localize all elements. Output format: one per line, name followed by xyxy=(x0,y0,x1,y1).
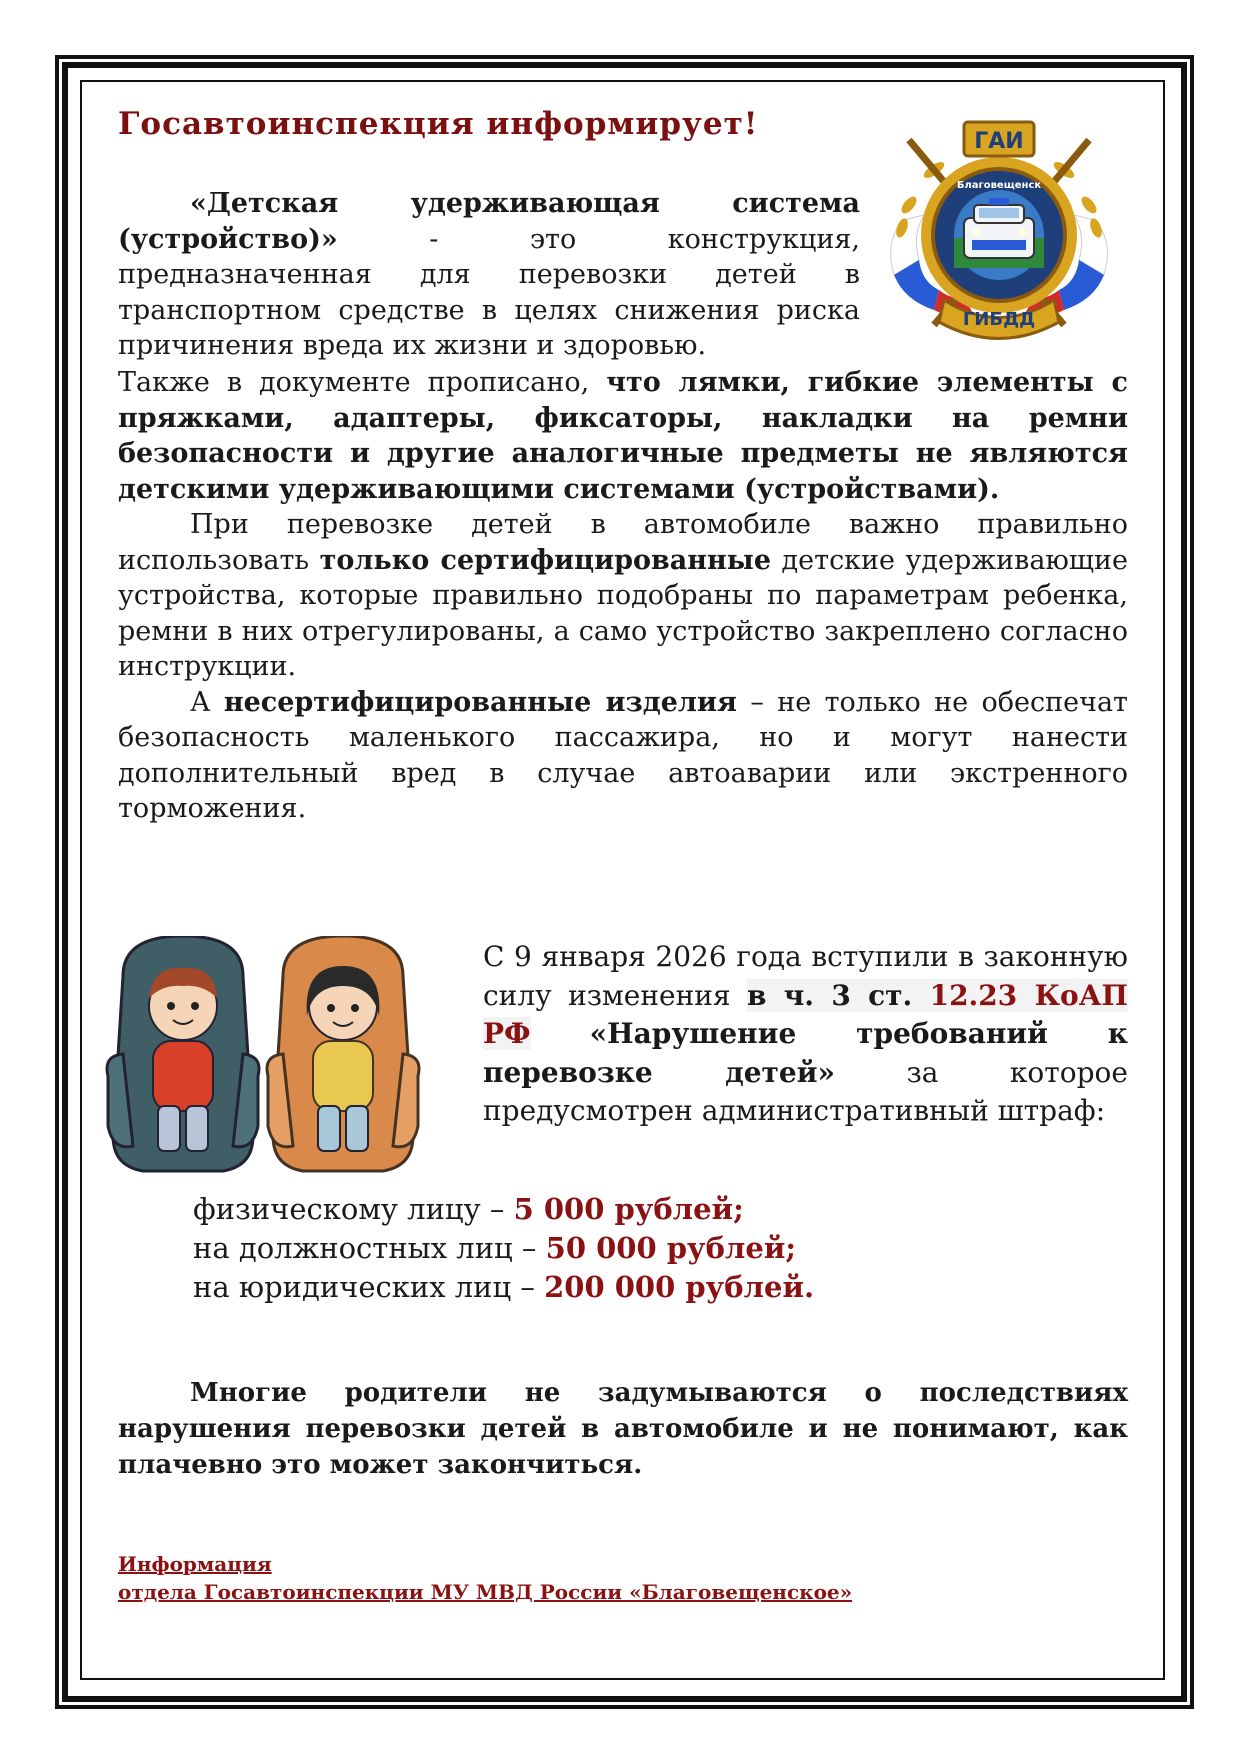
certified-rest: детские удерживающие устройства, которые правильно подобраны по параметрам ребенка, ремни в них отрегулированы, а само устройство закреплено согласно инструкции. xyxy=(118,544,1128,682)
fine-item-individual xyxy=(193,1190,814,1229)
fine-who: на должностных лиц – xyxy=(193,1231,546,1265)
footer-line-1: Информация xyxy=(118,1552,272,1576)
footer-line-2: отдела Госавтоинспекции МУ МВД России «Благовещенское» xyxy=(118,1580,853,1604)
fine-who: на юридических лиц – xyxy=(193,1270,545,1304)
closing-text: Многие родители не задумываются о последствиях нарушения перевозки детей в автомобиле и не понимают, как плачевно это может закончиться. xyxy=(118,1378,1128,1480)
fine-amount: 5 000 рублей; xyxy=(513,1192,744,1226)
exclusions-bold: что лямки, гибкие элементы с пряжками, адаптеры, фиксаторы, накладки на ремни безопасности и другие аналогичные предметы не являются детскими удерживающими системами (устройствами). xyxy=(118,367,1128,505)
certified-lead: При перевозке детей в автомобиле важно правильно использовать xyxy=(118,509,1128,576)
definition-term: «Детская удерживающая система (устройство)» xyxy=(118,188,860,255)
uncertified-paragraph xyxy=(118,685,1128,827)
svg-text:ГАИ: ГАИ xyxy=(974,129,1024,154)
page-title: Госавтоинспекция информирует! xyxy=(118,106,759,142)
law-change-rest: за которое предусмотрен административный штраф: xyxy=(483,1055,1128,1127)
child-seat-left-icon xyxy=(107,936,259,1171)
definition-text: - это конструкция, предназначенная для перевозки детей в транспортном средстве в целях снижения риска причинения вреда их жизни и здоровью. xyxy=(118,223,860,361)
article-prefix: в ч. 3 ст. xyxy=(747,978,930,1012)
police-car-icon xyxy=(964,198,1034,258)
exclusions-lead: Также в документе прописано, xyxy=(118,367,607,398)
child-seat-right-icon xyxy=(267,936,419,1171)
svg-text:ГИБДД: ГИБДД xyxy=(962,309,1036,330)
svg-text:Благовещенск: Благовещенск xyxy=(956,180,1042,191)
uncertified-rest: – не только не обеспечат безопасность маленького пассажира, но и могут нанести дополнительный вред в случае автоаварии или экстренного торможения. xyxy=(118,686,1128,824)
law-change-paragraph xyxy=(483,938,1128,1131)
definition-paragraph xyxy=(118,186,860,364)
uncertified-lead: А xyxy=(190,686,224,718)
fine-amount: 50 000 рублей; xyxy=(545,1231,797,1265)
fine-item-officials xyxy=(193,1229,814,1268)
offense-name: «Нарушение требований к перевозке детей» xyxy=(483,1017,1128,1089)
footer-source xyxy=(118,1550,852,1606)
fine-who: физическому лицу – xyxy=(193,1192,514,1226)
exclusions-paragraph xyxy=(118,365,1128,507)
fine-amount: 200 000 рублей. xyxy=(544,1270,815,1304)
article-number: 12.23 КоАП РФ xyxy=(483,978,1128,1050)
fines-list xyxy=(193,1190,814,1307)
certified-bold: только сертифицированные xyxy=(319,544,772,576)
law-change-lead: С 9 января 2026 года вступили в законную силу изменения xyxy=(483,940,1128,1012)
fine-item-legal xyxy=(193,1268,814,1307)
closing-paragraph xyxy=(118,1375,1128,1483)
uncertified-bold: несертифицированные изделия xyxy=(223,686,737,718)
gibdd-emblem xyxy=(864,110,1134,348)
certified-paragraph xyxy=(118,507,1128,685)
car-seats-illustration xyxy=(103,936,423,1196)
main-paragraphs xyxy=(118,365,1128,827)
